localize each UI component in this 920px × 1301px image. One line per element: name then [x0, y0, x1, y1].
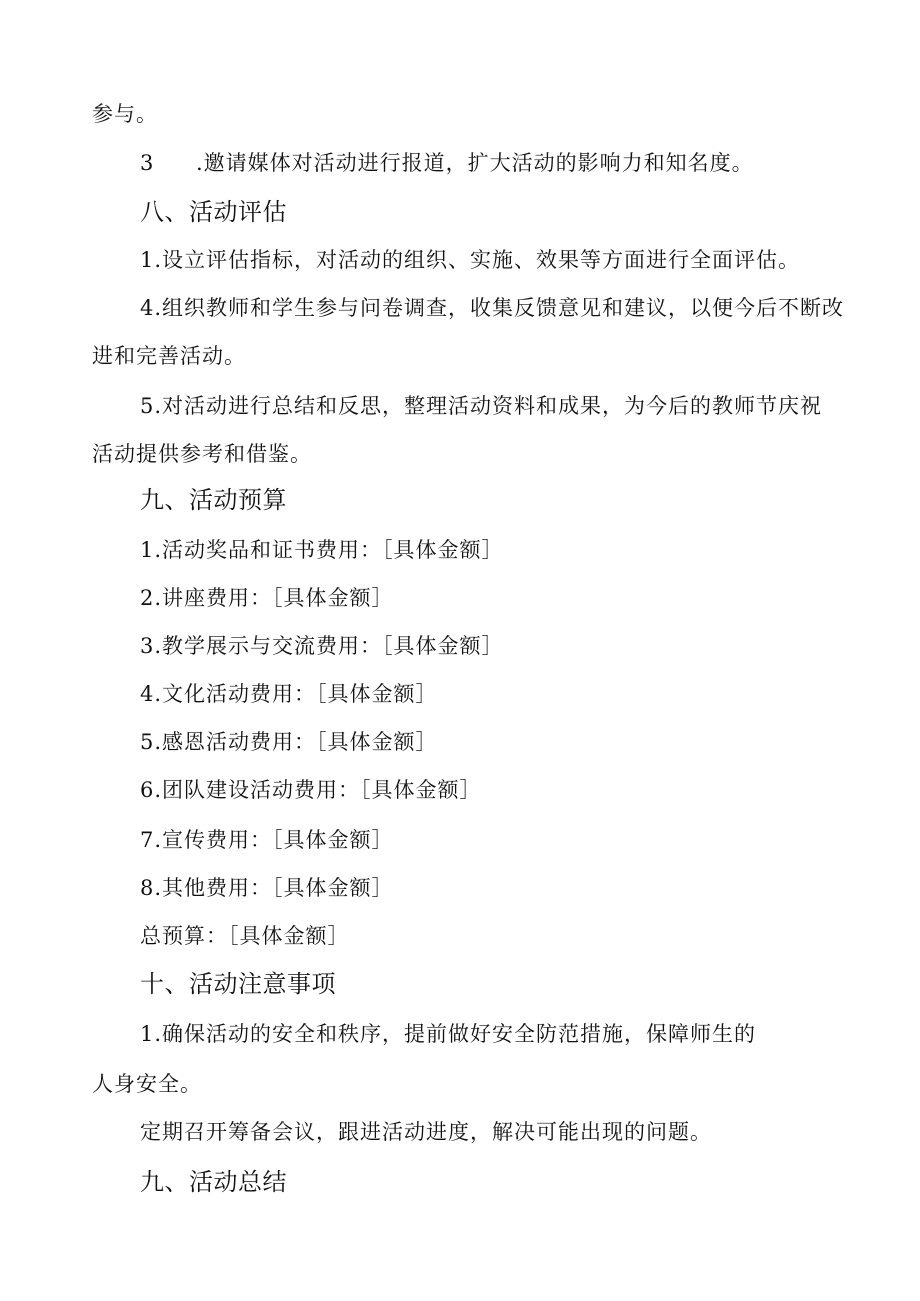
paragraph-line: 活动提供参考和借鉴。 [92, 442, 312, 466]
paragraph-line: 1.确保活动的安全和秩序，提前做好安全防范措施，保障师生的 [140, 1022, 757, 1046]
paragraph-line: 1.设立评估指标，对活动的组织、实施、效果等方面进行全面评估。 [140, 248, 801, 272]
paragraph-line: 4.组织教师和学生参与问卷调查，收集反馈意见和建议，以便今后不断改 [140, 296, 845, 320]
section-heading-8: 八、活动评估 [140, 198, 287, 226]
budget-item: 2.讲座费用：［具体金额］ [140, 586, 394, 610]
budget-item: 6.团队建设活动费用：［具体金额］ [140, 778, 482, 802]
section-heading-9: 九、活动预算 [140, 486, 287, 514]
list-number: 3 [140, 151, 155, 175]
paragraph-line: 参与。 [92, 102, 158, 126]
budget-item: 7.宣传费用：［具体金额］ [140, 828, 394, 852]
paragraph-line: 进和完善活动。 [92, 344, 246, 368]
section-heading-summary: 九、活动总结 [140, 1168, 287, 1196]
budget-item: 4.文化活动费用：［具体金额］ [140, 682, 438, 706]
budget-item: 8.其他费用：［具体金额］ [140, 876, 394, 900]
budget-item: 5.感恩活动费用：［具体金额］ [140, 730, 438, 754]
budget-item: 3.教学展示与交流费用：［具体金额］ [140, 634, 504, 658]
list-text: .邀请媒体对活动进行报道，扩大活动的影响力和知名度。 [196, 151, 754, 175]
paragraph-line: 人身安全。 [92, 1072, 202, 1096]
budget-total: 总预算：［具体金额］ [140, 924, 350, 948]
list-item-3 [140, 149, 754, 177]
paragraph-line: 定期召开筹备会议，跟进活动进度，解决可能出现的问题。 [140, 1120, 712, 1144]
paragraph-line: 5.对活动进行总结和反思，整理活动资料和成果，为今后的教师节庆祝 [140, 394, 823, 418]
section-heading-10: 十、活动注意事项 [140, 970, 336, 998]
budget-item: 1.活动奖品和证书费用：［具体金额］ [140, 538, 504, 562]
